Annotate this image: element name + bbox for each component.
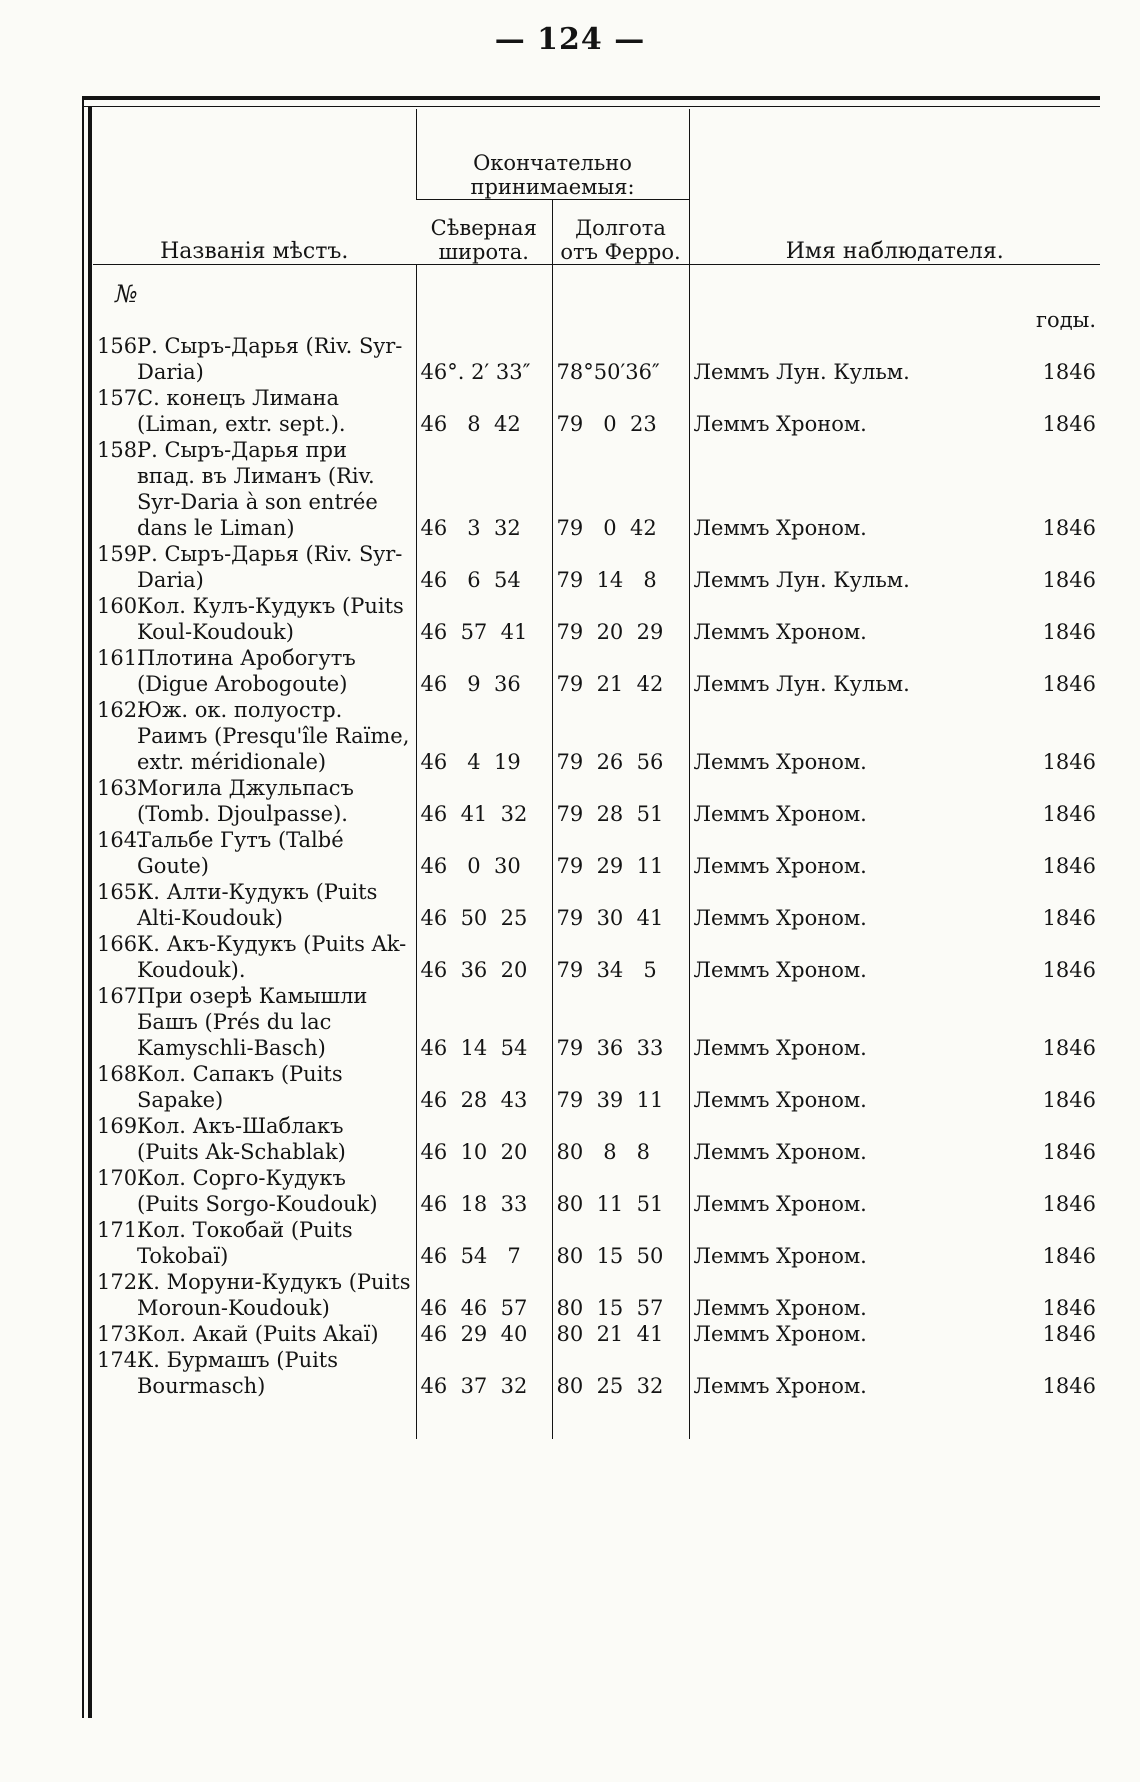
place-name: К. Бурмашъ (Puits Bourmasch) bbox=[137, 1348, 339, 1398]
place-name-cell bbox=[93, 983, 416, 1061]
place-name: Кол. Сапакъ (Puits Sapake) bbox=[137, 1062, 343, 1112]
observer-name: Леммъ Хроном. bbox=[693, 1036, 867, 1060]
entry-number: 156. bbox=[97, 334, 144, 358]
table-row bbox=[93, 593, 1100, 645]
observer-cell bbox=[689, 983, 1100, 1061]
longitude-cell: 79 20 29 bbox=[552, 593, 689, 645]
place-name-cell bbox=[93, 1061, 416, 1113]
observation-year: 1846 bbox=[1042, 1374, 1097, 1398]
place-name: Р. Сыръ-Дарья (Riv. Syr-Daria) bbox=[137, 542, 403, 592]
observer-column-header: Имя наблюдателя. bbox=[689, 109, 1100, 265]
latitude-cell: 46 0 30 bbox=[416, 827, 552, 879]
table-frame bbox=[82, 96, 1100, 1718]
table-row bbox=[93, 983, 1100, 1061]
observer-name: Леммъ Хроном. bbox=[693, 1192, 867, 1216]
latitude-cell: 46 54 7 bbox=[416, 1217, 552, 1269]
coords-group-header: Окончательно принимаемыя: bbox=[416, 109, 689, 200]
observation-year: 1846 bbox=[1042, 620, 1097, 644]
entry-number: 163. bbox=[97, 776, 144, 800]
latitude-cell: 46 18 33 bbox=[416, 1165, 552, 1217]
longitude-cell: 80 8 8 bbox=[552, 1113, 689, 1165]
table-row bbox=[93, 645, 1100, 697]
table-row bbox=[93, 541, 1100, 593]
entry-number: 173. bbox=[97, 1322, 144, 1346]
table-row bbox=[93, 437, 1100, 541]
latitude-cell: 46 8 42 bbox=[416, 385, 552, 437]
observer-cell bbox=[689, 645, 1100, 697]
entry-number: 171. bbox=[97, 1218, 144, 1242]
entry-number: 159. bbox=[97, 542, 144, 566]
latitude-cell: 46 50 25 bbox=[416, 879, 552, 931]
place-name-cell bbox=[93, 593, 416, 645]
longitude-cell: 79 29 11 bbox=[552, 827, 689, 879]
place-name-cell bbox=[93, 931, 416, 983]
place-name-cell bbox=[93, 697, 416, 775]
entry-number: 164. bbox=[97, 828, 144, 852]
observer-name: Леммъ Хроном. bbox=[693, 620, 867, 644]
observation-year: 1846 bbox=[1042, 1088, 1097, 1112]
entry-number: 174. bbox=[97, 1348, 144, 1372]
place-name: К. Алти-Кудукъ (Puits Alti-Koudouk) bbox=[137, 880, 378, 930]
place-name: Могила Джульпасъ (Tomb. Djoulpasse). bbox=[137, 776, 354, 826]
observer-cell bbox=[689, 879, 1100, 931]
latitude-cell: 46 36 20 bbox=[416, 931, 552, 983]
page-number: — 124 — bbox=[494, 22, 646, 57]
place-name-cell bbox=[93, 879, 416, 931]
longitude-cell: 80 25 32 bbox=[552, 1347, 689, 1399]
observer-name: Леммъ Хроном. bbox=[693, 906, 867, 930]
longitude-cell: 80 21 41 bbox=[552, 1321, 689, 1347]
number-sign: № bbox=[115, 280, 138, 308]
observation-year: 1846 bbox=[1042, 1192, 1097, 1216]
latitude-cell: 46 28 43 bbox=[416, 1061, 552, 1113]
observer-cell bbox=[689, 1061, 1100, 1113]
longitude-cell: 80 11 51 bbox=[552, 1165, 689, 1217]
place-name-cell bbox=[93, 1217, 416, 1269]
table-row bbox=[93, 385, 1100, 437]
observer-name: Леммъ Лун. Кульм. bbox=[693, 360, 910, 384]
table-row bbox=[93, 1165, 1100, 1217]
place-name: Кол. Акай (Puits Akaï) bbox=[137, 1322, 379, 1346]
entry-number: 158. bbox=[97, 438, 144, 462]
place-name: Р. Сыръ-Дарья (Riv. Syr-Daria) bbox=[137, 334, 403, 384]
observation-year: 1846 bbox=[1042, 1244, 1097, 1268]
observer-cell bbox=[689, 593, 1100, 645]
table-row bbox=[93, 1113, 1100, 1165]
observer-cell bbox=[689, 775, 1100, 827]
observation-year: 1846 bbox=[1042, 412, 1097, 436]
longitude-cell: 80 15 57 bbox=[552, 1269, 689, 1321]
longitude-cell: 79 26 56 bbox=[552, 697, 689, 775]
longitude-cell: 79 36 33 bbox=[552, 983, 689, 1061]
observer-name: Леммъ Хроном. bbox=[693, 1088, 867, 1112]
observer-cell bbox=[689, 931, 1100, 983]
latitude-cell: 46 4 19 bbox=[416, 697, 552, 775]
observer-name: Леммъ Хроном. bbox=[693, 1322, 867, 1346]
entry-number: 168. bbox=[97, 1062, 144, 1086]
longitude-cell: 79 0 42 bbox=[552, 437, 689, 541]
place-name: Кол. Акъ-Шаблакъ (Puits Ak-Schablak) bbox=[137, 1114, 346, 1164]
place-name: Кол. Токобай (Puits Tokobaï) bbox=[137, 1218, 353, 1268]
table-row bbox=[93, 333, 1100, 385]
place-name-cell bbox=[93, 1321, 416, 1347]
place-name-cell bbox=[93, 645, 416, 697]
table-row bbox=[93, 879, 1100, 931]
table-row bbox=[93, 1321, 1100, 1347]
observation-year: 1846 bbox=[1042, 360, 1097, 384]
longitude-cell: 78°50′36″ bbox=[552, 333, 689, 385]
longitude-cell: 79 39 11 bbox=[552, 1061, 689, 1113]
place-name-cell bbox=[93, 437, 416, 541]
observer-name: Леммъ Хроном. bbox=[693, 802, 867, 826]
latitude-cell: 46 41 32 bbox=[416, 775, 552, 827]
observer-name: Леммъ Хроном. bbox=[693, 1374, 867, 1398]
observation-year: 1846 bbox=[1042, 1140, 1097, 1164]
observer-cell bbox=[689, 1269, 1100, 1321]
entry-number: 172. bbox=[97, 1270, 144, 1294]
place-name: К. Акъ-Кудукъ (Puits Ak-Koudouk). bbox=[137, 932, 407, 982]
entry-number: 160. bbox=[97, 594, 144, 618]
observer-name: Леммъ Хроном. bbox=[693, 750, 867, 774]
latitude-cell: 46 37 32 bbox=[416, 1347, 552, 1399]
observer-name: Леммъ Лун. Кульм. bbox=[693, 568, 910, 592]
table-row bbox=[93, 931, 1100, 983]
entry-number: 161. bbox=[97, 646, 144, 670]
latitude-column-header: Сѣверная широта. bbox=[416, 200, 552, 265]
place-name-cell bbox=[93, 1165, 416, 1217]
latitude-cell: 46 6 54 bbox=[416, 541, 552, 593]
place-name: Тальбе Гутъ (Talbé Goute) bbox=[137, 828, 344, 878]
entry-number: 170. bbox=[97, 1166, 144, 1190]
latitude-cell: 46 46 57 bbox=[416, 1269, 552, 1321]
observation-year: 1846 bbox=[1042, 802, 1097, 826]
observation-year: 1846 bbox=[1042, 1036, 1097, 1060]
observer-name: Леммъ Хроном. bbox=[693, 958, 867, 982]
observer-name: Леммъ Хроном. bbox=[693, 516, 867, 540]
latitude-cell: 46 9 36 bbox=[416, 645, 552, 697]
observer-cell bbox=[689, 1165, 1100, 1217]
observation-year: 1846 bbox=[1042, 516, 1097, 540]
entry-number: 157. bbox=[97, 386, 144, 410]
place-name: С. конецъ Лимана (Liman, extr. sept.). bbox=[137, 386, 346, 436]
observation-year: 1846 bbox=[1042, 854, 1097, 878]
observation-year: 1846 bbox=[1042, 906, 1097, 930]
observer-cell bbox=[689, 333, 1100, 385]
observer-name: Леммъ Хроном. bbox=[693, 412, 867, 436]
place-name: Кол. Сорго-Кудукъ (Puits Sorgo-Koudouk) bbox=[137, 1166, 378, 1216]
observation-year: 1846 bbox=[1042, 1322, 1097, 1346]
place-column-header: Названія мѣстъ. bbox=[93, 109, 416, 265]
longitude-cell: 79 14 8 bbox=[552, 541, 689, 593]
place-name-cell bbox=[93, 333, 416, 385]
place-name: Плотина Аробогутъ (Digue Arobogoute) bbox=[137, 646, 356, 696]
latitude-cell: 46 10 20 bbox=[416, 1113, 552, 1165]
table-row bbox=[93, 697, 1100, 775]
longitude-column-header: Долгота отъ Ферро. bbox=[552, 200, 689, 265]
place-name: Кол. Кулъ-Кудукъ (Puits Koul-Koudouk) bbox=[137, 594, 404, 644]
table-row bbox=[93, 827, 1100, 879]
coordinates-table bbox=[93, 109, 1100, 1439]
entry-number: 162. bbox=[97, 698, 144, 722]
observer-cell bbox=[689, 437, 1100, 541]
observation-year: 1846 bbox=[1042, 1296, 1097, 1320]
observer-cell bbox=[689, 541, 1100, 593]
place-name: Юж. ок. полуостр. Раимъ (Presqu'île Raïme, extr. méridionale) bbox=[137, 698, 410, 774]
observer-cell bbox=[689, 1347, 1100, 1399]
longitude-cell: 79 0 23 bbox=[552, 385, 689, 437]
observer-name: Леммъ Хроном. bbox=[693, 854, 867, 878]
longitude-cell: 79 30 41 bbox=[552, 879, 689, 931]
latitude-cell: 46 14 54 bbox=[416, 983, 552, 1061]
place-name-cell bbox=[93, 385, 416, 437]
longitude-cell: 79 28 51 bbox=[552, 775, 689, 827]
observation-year: 1846 bbox=[1042, 568, 1097, 592]
longitude-cell: 80 15 50 bbox=[552, 1217, 689, 1269]
latitude-cell: 46 57 41 bbox=[416, 593, 552, 645]
table-row bbox=[93, 1347, 1100, 1399]
table-row bbox=[93, 1061, 1100, 1113]
observation-year: 1846 bbox=[1042, 750, 1097, 774]
observation-year: 1846 bbox=[1042, 672, 1097, 696]
observer-cell bbox=[689, 697, 1100, 775]
table-row bbox=[93, 775, 1100, 827]
observation-year: 1846 bbox=[1042, 958, 1097, 982]
entry-number: 165. bbox=[97, 880, 144, 904]
place-name: При озерѣ Камышли Башъ (Prés du lac Kamyschli-Basch) bbox=[137, 984, 368, 1060]
observer-cell bbox=[689, 1217, 1100, 1269]
table-row bbox=[93, 1217, 1100, 1269]
longitude-cell: 79 34 5 bbox=[552, 931, 689, 983]
place-name-cell bbox=[93, 1347, 416, 1399]
observer-name: Леммъ Хроном. bbox=[693, 1244, 867, 1268]
observer-name: Леммъ Хроном. bbox=[693, 1140, 867, 1164]
place-name-cell bbox=[93, 1113, 416, 1165]
observer-cell bbox=[689, 827, 1100, 879]
observer-cell bbox=[689, 1113, 1100, 1165]
observer-name: Леммъ Хроном. bbox=[693, 1296, 867, 1320]
latitude-cell: 46 29 40 bbox=[416, 1321, 552, 1347]
place-name: К. Моруни-Кудукъ (Puits Moroun-Koudouk) bbox=[137, 1270, 411, 1320]
entry-number: 166. bbox=[97, 932, 144, 956]
place-name-cell bbox=[93, 827, 416, 879]
observer-cell bbox=[689, 385, 1100, 437]
entry-number: 167. bbox=[97, 984, 144, 1008]
observer-name: Леммъ Лун. Кульм. bbox=[693, 672, 910, 696]
longitude-cell: 79 21 42 bbox=[552, 645, 689, 697]
observer-cell bbox=[689, 1321, 1100, 1347]
entry-number: 169. bbox=[97, 1114, 144, 1138]
latitude-cell: 46 3 32 bbox=[416, 437, 552, 541]
latitude-cell: 46°. 2′ 33″ bbox=[416, 333, 552, 385]
place-name-cell bbox=[93, 1269, 416, 1321]
place-name-cell bbox=[93, 775, 416, 827]
place-name-cell bbox=[93, 541, 416, 593]
table-row bbox=[93, 1269, 1100, 1321]
place-name: Р. Сыръ-Дарья при впад. въ Лиманъ (Riv. Syr-Daria à son entrée dans le Liman) bbox=[137, 438, 378, 540]
years-label: годы. bbox=[689, 307, 1100, 333]
